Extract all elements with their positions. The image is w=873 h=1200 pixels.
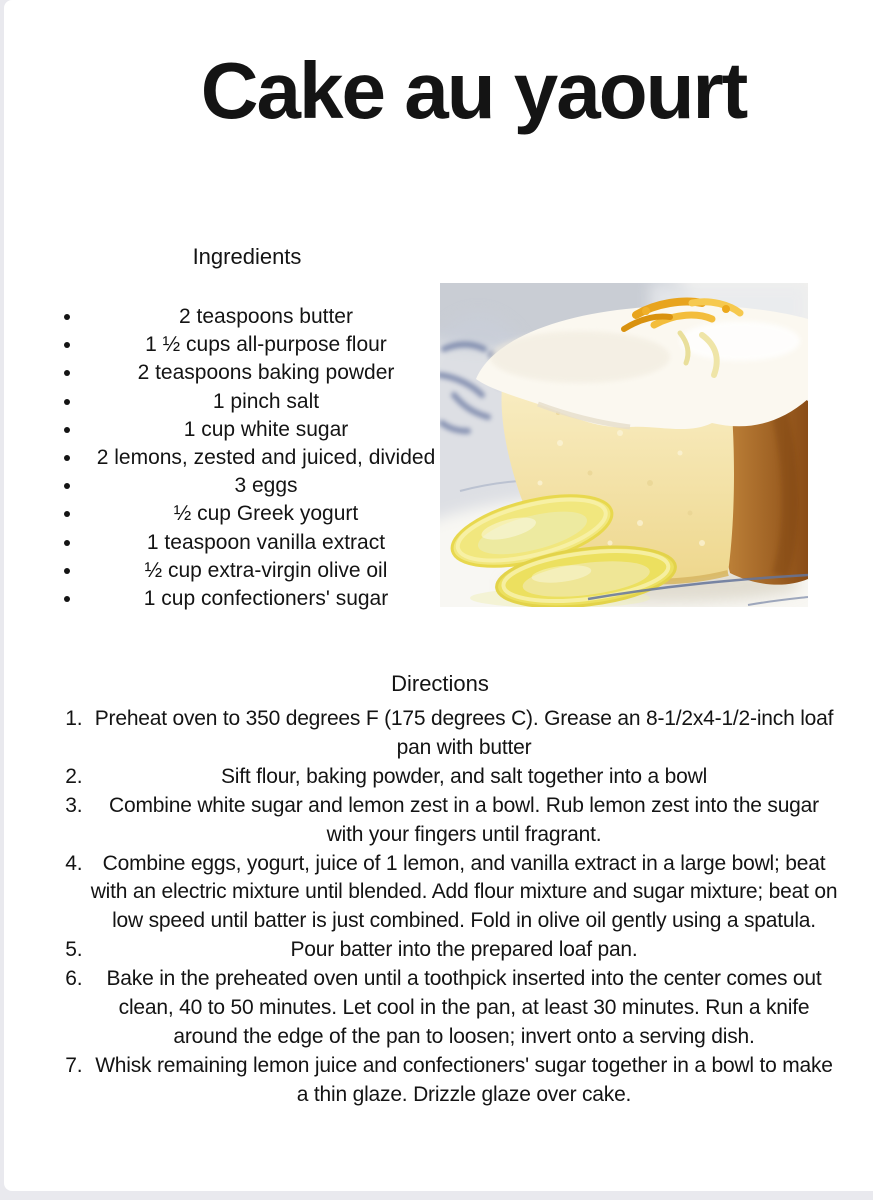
ingredient-item: • 1 ½ cups all-purpose flour [83, 331, 449, 359]
ingredient-item: • 2 teaspoons butter [83, 303, 449, 331]
ingredient-item: • 3 eggs [83, 472, 449, 500]
recipe-page [4, 0, 873, 1191]
ingredient-item: • ½ cup Greek yogurt [83, 500, 449, 528]
direction-step: 5. Pour batter into the prepared loaf pan. [88, 936, 840, 965]
direction-step: 6. Bake in the preheated oven until a toothpick inserted into the center comes out clean, 40 to 50 minutes. Let cool in the pan, at least 30 minutes. Run a knife around the edge of the pan to loosen; invert onto a serving dish. [88, 965, 840, 1052]
ingredient-item: • 2 teaspoons baking powder [83, 359, 449, 387]
direction-step: 2. Sift flour, baking powder, and salt together into a bowl [88, 763, 840, 792]
ingredients-section [45, 243, 449, 613]
ingredient-item: • 1 teaspoon vanilla extract [83, 529, 449, 557]
direction-step: 7. Whisk remaining lemon juice and confectioners' sugar together in a bowl to make a thin glaze. Drizzle glaze over cake. [88, 1052, 840, 1110]
page-title: Cake au yaourt [200, 46, 747, 135]
ingredients-heading: Ingredients [192, 244, 302, 269]
direction-step: 3. Combine white sugar and lemon zest in a bowl. Rub lemon zest into the sugar with your fingers until fragrant. [88, 792, 840, 850]
ingredient-item: • 1 pinch salt [83, 388, 449, 416]
ingredient-item: • 2 lemons, zested and juiced, divided [83, 444, 449, 472]
ingredient-item: • ½ cup extra-virgin olive oil [83, 557, 449, 585]
cake-photo-illustration [440, 283, 808, 607]
cake-photo [440, 283, 808, 607]
direction-step: 4. Combine eggs, yogurt, juice of 1 lemon, and vanilla extract in a large bowl; beat with an electric mixture until blended. Add flour mixture and sugar mixture; beat on low speed until batter is just combined. Fold in olive oil gently using a spatula. [88, 850, 840, 937]
direction-step: 1. Preheat oven to 350 degrees F (175 degrees C). Grease an 8-1/2x4-1/2-inch loaf pan with butter [88, 705, 840, 763]
directions-section [40, 670, 840, 1110]
directions-heading: Directions [391, 671, 489, 696]
directions-list [40, 705, 840, 1110]
ingredient-item: • 1 cup white sugar [83, 416, 449, 444]
ingredient-item: • 1 cup confectioners' sugar [83, 585, 449, 613]
ingredients-list [45, 303, 449, 613]
